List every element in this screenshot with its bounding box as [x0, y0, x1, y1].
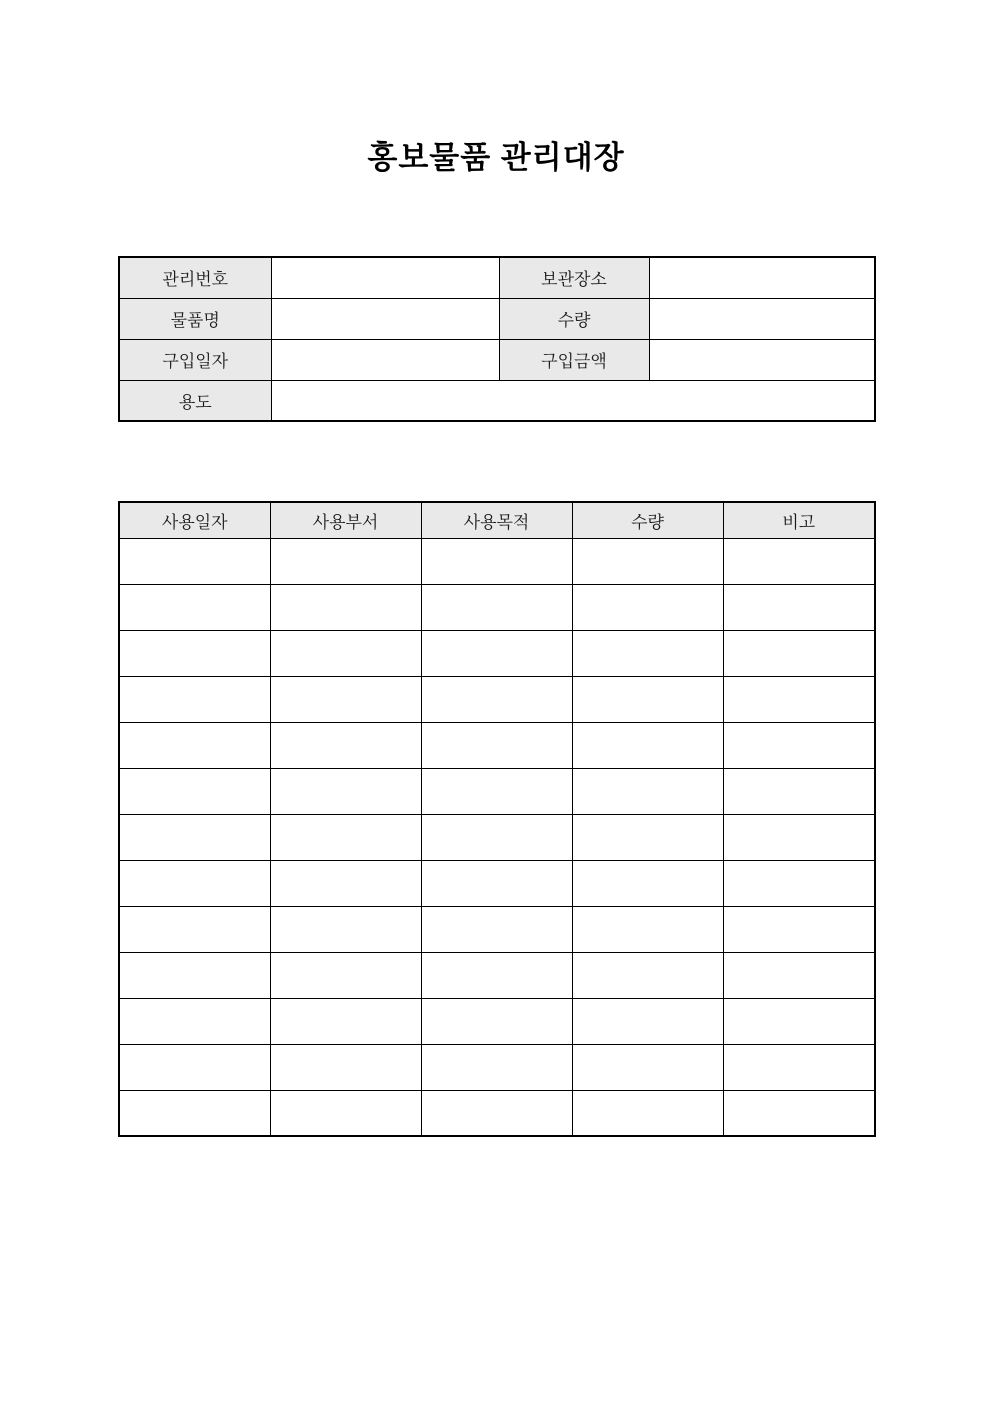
usage-log-row: [119, 952, 875, 998]
value-item-name: [271, 298, 499, 339]
usage-cell-quantity: [572, 722, 723, 768]
usage-cell-remarks: [723, 1044, 875, 1090]
label-management-number: 관리번호: [119, 257, 271, 298]
usage-cell-date: [119, 860, 270, 906]
usage-cell-purpose: [421, 814, 572, 860]
info-row-purchasedate-amount: [119, 339, 875, 380]
label-purchase-date: 구입일자: [119, 339, 271, 380]
usage-cell-quantity: [572, 860, 723, 906]
usage-log-row: [119, 860, 875, 906]
usage-cell-quantity: [572, 538, 723, 584]
usage-cell-department: [270, 906, 421, 952]
value-management-number: [271, 257, 499, 298]
usage-log-row: [119, 814, 875, 860]
usage-cell-department: [270, 1090, 421, 1136]
usage-cell-purpose: [421, 906, 572, 952]
header-usage-date: 사용일자: [119, 502, 270, 538]
value-purchase-date: [271, 339, 499, 380]
usage-cell-quantity: [572, 998, 723, 1044]
usage-cell-date: [119, 768, 270, 814]
value-purpose: [271, 380, 875, 421]
usage-cell-date: [119, 1044, 270, 1090]
usage-cell-department: [270, 1044, 421, 1090]
usage-cell-remarks: [723, 860, 875, 906]
usage-cell-remarks: [723, 722, 875, 768]
usage-cell-remarks: [723, 1090, 875, 1136]
usage-cell-department: [270, 676, 421, 722]
usage-cell-date: [119, 1090, 270, 1136]
usage-cell-quantity: [572, 814, 723, 860]
usage-cell-remarks: [723, 538, 875, 584]
usage-cell-date: [119, 676, 270, 722]
usage-log-row: [119, 1090, 875, 1136]
usage-cell-purpose: [421, 722, 572, 768]
usage-cell-remarks: [723, 814, 875, 860]
usage-cell-purpose: [421, 1090, 572, 1136]
usage-cell-date: [119, 998, 270, 1044]
value-purchase-amount: [649, 339, 875, 380]
usage-cell-date: [119, 906, 270, 952]
info-row-management-storage: [119, 257, 875, 298]
usage-cell-quantity: [572, 630, 723, 676]
usage-cell-date: [119, 814, 270, 860]
usage-cell-quantity: [572, 584, 723, 630]
usage-cell-quantity: [572, 676, 723, 722]
usage-cell-remarks: [723, 952, 875, 998]
usage-cell-department: [270, 722, 421, 768]
usage-log-row: [119, 584, 875, 630]
usage-cell-department: [270, 538, 421, 584]
value-quantity: [649, 298, 875, 339]
usage-cell-department: [270, 768, 421, 814]
usage-log-row: [119, 768, 875, 814]
label-purpose: 용도: [119, 380, 271, 421]
usage-header-row: [119, 502, 875, 538]
usage-cell-date: [119, 952, 270, 998]
usage-cell-remarks: [723, 676, 875, 722]
usage-cell-quantity: [572, 768, 723, 814]
usage-cell-quantity: [572, 1090, 723, 1136]
usage-cell-quantity: [572, 906, 723, 952]
label-item-name: 물품명: [119, 298, 271, 339]
usage-log-table: [118, 501, 876, 1137]
header-usage-department: 사용부서: [270, 502, 421, 538]
usage-cell-remarks: [723, 768, 875, 814]
usage-cell-department: [270, 814, 421, 860]
usage-log-row: [119, 538, 875, 584]
usage-cell-purpose: [421, 768, 572, 814]
usage-cell-remarks: [723, 998, 875, 1044]
usage-cell-purpose: [421, 952, 572, 998]
usage-cell-purpose: [421, 538, 572, 584]
usage-cell-quantity: [572, 952, 723, 998]
usage-cell-date: [119, 584, 270, 630]
usage-cell-remarks: [723, 906, 875, 952]
usage-cell-purpose: [421, 630, 572, 676]
usage-cell-date: [119, 538, 270, 584]
usage-log-row: [119, 1044, 875, 1090]
usage-cell-quantity: [572, 1044, 723, 1090]
usage-cell-purpose: [421, 676, 572, 722]
usage-cell-purpose: [421, 584, 572, 630]
usage-cell-purpose: [421, 860, 572, 906]
usage-cell-remarks: [723, 630, 875, 676]
page-title: 홍보물품 관리대장: [367, 140, 625, 175]
usage-cell-date: [119, 722, 270, 768]
usage-log-row: [119, 722, 875, 768]
usage-cell-department: [270, 998, 421, 1044]
usage-cell-date: [119, 630, 270, 676]
info-row-itemname-quantity: [119, 298, 875, 339]
label-purchase-amount: 구입금액: [499, 339, 649, 380]
usage-log-row: [119, 998, 875, 1044]
usage-cell-department: [270, 860, 421, 906]
label-storage-location: 보관장소: [499, 257, 649, 298]
usage-log-row: [119, 906, 875, 952]
usage-cell-department: [270, 952, 421, 998]
header-usage-quantity: 수량: [572, 502, 723, 538]
usage-cell-department: [270, 584, 421, 630]
usage-cell-remarks: [723, 584, 875, 630]
header-usage-purpose: 사용목적: [421, 502, 572, 538]
usage-cell-department: [270, 630, 421, 676]
usage-log-row: [119, 676, 875, 722]
header-remarks: 비고: [723, 502, 875, 538]
value-storage-location: [649, 257, 875, 298]
usage-cell-purpose: [421, 998, 572, 1044]
item-info-table: [118, 256, 876, 422]
label-quantity: 수량: [499, 298, 649, 339]
info-row-purpose: [119, 380, 875, 421]
usage-cell-purpose: [421, 1044, 572, 1090]
usage-log-row: [119, 630, 875, 676]
